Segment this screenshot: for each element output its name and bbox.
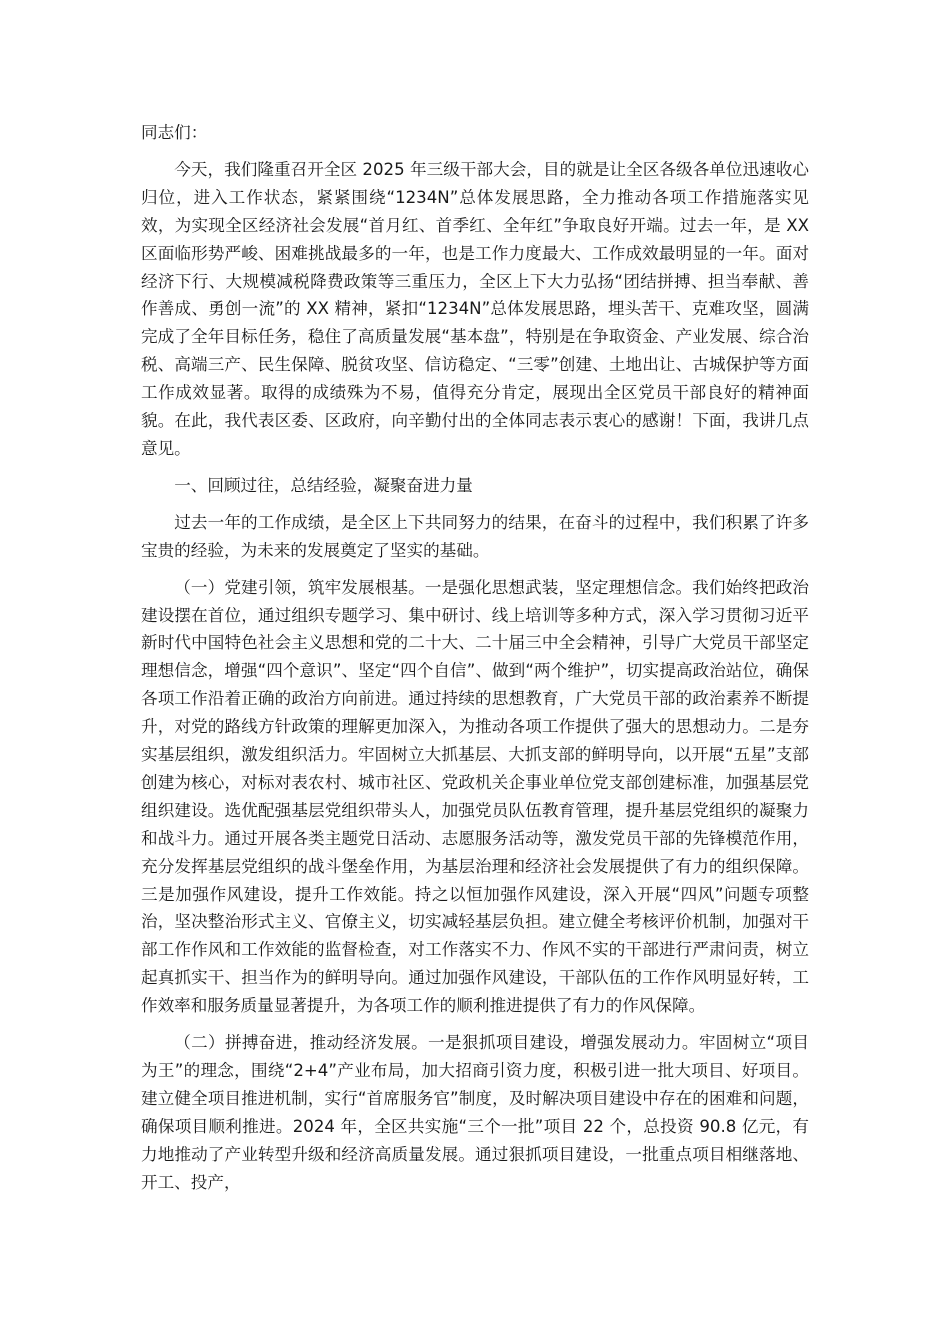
intro-paragraph: 今天，我们隆重召开全区 2025 年三级干部大会，目的就是让全区各级各单位迅速收心归位，进入工作状态，紧紧围绕“1234N”总体发展思路，全力推动各项工作措施落实见效，为实现全区经济社会发展“首月红、首季红、全年红”争取良好开端。过去一年，是 XX 区面临形势严峻、困难挑战最多的一年，也是工作力度最大、工作成效最明显的一年。面对经济下行、大规模减税降费政策等三重压力，全区上下大力弘扬“团结拼搏、担当奉献、善作善成、勇创一流”的 XX 精神，紧扣“1234N”总体发展思路，埋头苦干、克难攻坚，圆满完成了全年目标任务，稳住了高质量发展“基本盘”，特别是在争取资金、产业发展、综合治税、高端三产、民生保障、脱贫攻坚、信访稳定、“三零”创建、土地出让、古城保护等方面工作成效显著。取得的成绩殊为不易，值得充分肯定，展现出全区党员干部良好的精神面貌。在此，我代表区委、区政府，向辛勤付出的全体同志表示衷心的感谢！下面，我讲几点意见。 [141,159,809,458]
section-heading-one: 一、回顾过往，总结经验，凝聚奋进力量 [174,475,473,495]
salutation: 同志们： [141,123,208,142]
party-building-paragraph: （一）党建引领，筑牢发展根基。一是强化思想武装，坚定理想信念。我们始终把政治建设摆在首位，通过组织专题学习、集中研讨、线上培训等多种方式，深入学习贯彻习近平新时代中国特色社会主义思想和党的二十大、二十届三中全会精神，引导广大党员干部坚定理想信念，增强“四个意识”、坚定“四个自信”、做到“两个维护”，切实提高政治站位，确保各项工作沿着正确的政治方向前进。通过持续的思想教育，广大党员干部的政治素养不断提升，对党的路线方针政策的理解更加深入，为推动各项工作提供了强大的思想动力。二是夯实基层组织，激发组织活力。牢固树立大抓基层、大抓支部的鲜明导向，以开展“五星”支部创建为核心，对标对表农村、城市社区、党政机关企事业单位党支部创建标准，加强基层党组织建设。选优配强基层党组织带头人，加强党员队伍教育管理，提升基层党组织的凝聚力和战斗力。通过开展各类主题党日活动、志愿服务活动等，激发党员干部的先锋模范作用，充分发挥基层党组织的战斗堡垒作用，为基层治理和经济社会发展提供了有力的组织保障。三是加强作风建设，提升工作效能。持之以恒加强作风建设，深入开展“四风”问题专项整治，坚决整治形式主义、官僚主义，切实减轻基层负担。建立健全考核评价机制，加强对干部工作作风和工作效能的监督检查，对工作落实不力、作风不实的干部进行严肃问责，树立起真抓实干、担当作为的鲜明导向。通过加强作风建设，干部队伍的工作作风明显好转，工作效率和服务质量显著提升，为各项工作的顺利推进提供了有力的作风保障。 [141,577,809,1016]
document-body [141,119,809,1197]
section-one-intro-paragraph: 过去一年的工作成绩，是全区上下共同努力的结果，在奋斗的过程中，我们积累了许多宝贵的经验，为未来的发展奠定了坚实的基础。 [141,512,809,560]
economic-development-paragraph: （二）拼搏奋进，推动经济发展。一是狠抓项目建设，增强发展动力。牢固树立“项目为王”的理念，围绕“2+4”产业布局，加大招商引资力度，积极引进一批大项目、好项目。建立健全项目推进机制，实行“首席服务官”制度，及时解决项目建设中存在的困难和问题，确保项目顺利推进。2024 年，全区共实施“三个一批”项目 22 个，总投资 90.8 亿元，有力地推动了产业转型升级和经济高质量发展。通过狠抓项目建设，一批重点项目相继落地、开工、投产， [141,1033,809,1192]
